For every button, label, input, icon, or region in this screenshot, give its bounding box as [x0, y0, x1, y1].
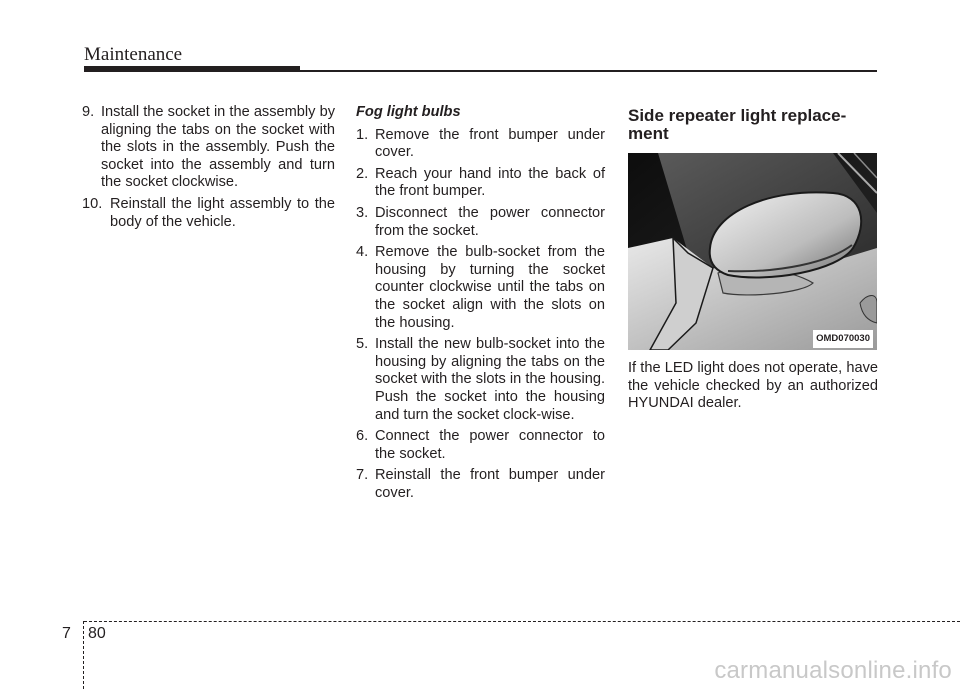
list-item-number: 1.: [356, 126, 369, 143]
list-item-number: 7.: [356, 467, 369, 484]
list-item: [356, 428, 605, 463]
side-mirror-figure: [628, 153, 877, 350]
header-rule-thick: [84, 66, 300, 72]
footer-rule-horizontal: [84, 621, 960, 622]
list-item-text: Install the socket in the assembly by aligning the tabs on the socket with the slots in the assembly. Push the socket into the assembly and turn the socket clockwise.: [101, 104, 335, 191]
column-left: [82, 104, 335, 235]
side-mirror-illustration: [628, 153, 877, 350]
list-item: [356, 336, 605, 424]
footer-rule-vertical: [83, 621, 84, 689]
list-item-text: Reinstall the front bumper under cover.: [375, 467, 605, 501]
fog-light-subheading: Fog light bulbs: [356, 104, 461, 120]
list-item-text: Install the new bulb-socket into the housing by aligning the tabs on the socket with the slots in the housing. Push the socket into the housing and turn the socket clock-wise.: [375, 336, 605, 423]
list-item: [356, 127, 605, 162]
list-item-text: Remove the bulb-socket from the housing by turning the socket counter clockwise until the tabs on the socket align with the slots on the housing.: [375, 244, 605, 331]
list-item-number: 3.: [356, 204, 369, 221]
list-item: [82, 196, 335, 231]
list-item-text: Reinstall the light assembly to the body of the vehicle.: [110, 195, 335, 230]
list-item: [356, 244, 605, 332]
list-item-number: 5.: [356, 336, 369, 353]
column-right: [628, 104, 878, 413]
list-item-text: Disconnect the power connector from the socket.: [375, 204, 605, 239]
list-item-text: Remove the front bumper under cover.: [375, 126, 605, 161]
list-item-number: 9.: [82, 104, 95, 120]
list-item-text: Connect the power connector to the socket.: [375, 428, 605, 462]
figure-code: OMD070030: [813, 330, 873, 348]
list-item-text: Reach your hand into the back of the front bumper.: [375, 165, 605, 200]
list-item: [356, 205, 605, 240]
list-item-number: 10.: [82, 195, 103, 212]
column-middle: [356, 104, 605, 506]
list-item-number: 6.: [356, 428, 369, 445]
section-number: 7: [62, 625, 71, 642]
list-item: [356, 166, 605, 201]
list-item-number: 2.: [356, 165, 369, 182]
section-heading: Side repeater light replace-ment: [628, 106, 847, 143]
list-item-number: 4.: [356, 244, 369, 261]
body-paragraph: If the LED light does not operate, have the vehicle checked by an authorized HYUNDAI dealer.: [628, 360, 878, 412]
header-rule-thin: [300, 70, 877, 72]
list-item: [82, 104, 335, 192]
list-item: [356, 467, 605, 502]
page-number: 80: [88, 625, 106, 642]
watermark: carmanualsonline.info: [714, 657, 952, 684]
page-header-title: Maintenance: [84, 44, 183, 65]
